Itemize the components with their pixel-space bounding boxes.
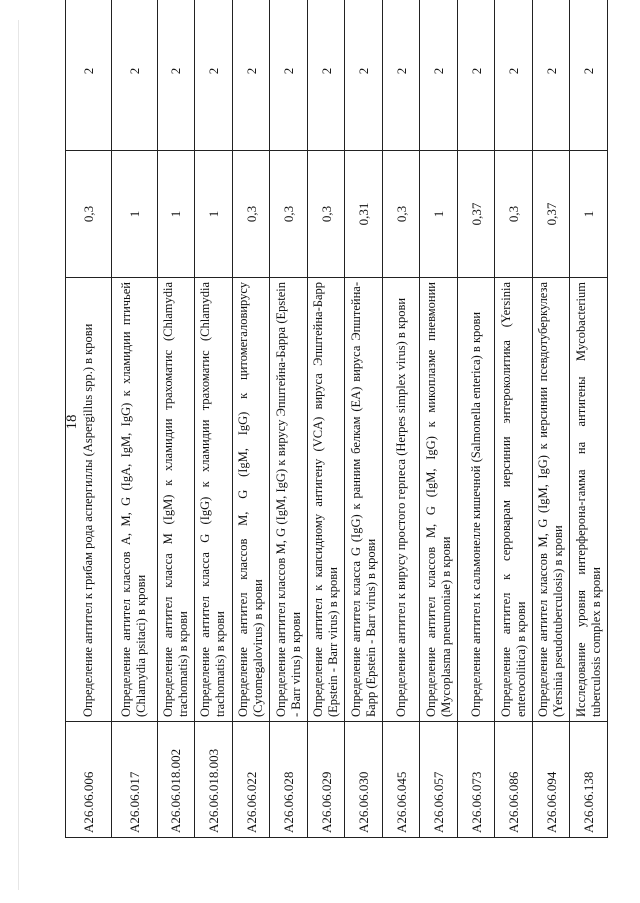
procedure-code: A26.06.017 [111,722,157,838]
table-row [307,0,345,838]
procedures-table-container [65,28,608,838]
procedure-name: Определение антител классов M, G (IgM, IgG) к вирусу Эпштейна-Барра (Epstein - Barr virus) в крови [270,278,308,722]
procedure-name: Определение антител класса G (IgG) к хламидии трахоматис (Chlamydia trachomatis) в крови [195,278,233,722]
procedure-frequency: 2 [382,0,420,151]
procedure-code: A26.06.028 [270,722,308,838]
procedure-coefficient: 1 [570,151,608,278]
procedure-code: A26.06.057 [420,722,458,838]
procedure-name: Определение антител к вирусу простого герпеса (Herpes simplex virus) в крови [382,278,420,722]
table-row [570,0,608,838]
procedure-frequency: 2 [495,0,533,151]
procedure-code: A26.06.022 [232,722,270,838]
procedure-name: Определение антител класса M (IgM) к хламидии трахоматис (Chlamydia trachomatis) в крови [157,278,195,722]
table-row [420,0,458,838]
procedure-coefficient: 1 [157,151,195,278]
table-row [66,0,112,838]
procedure-code: A26.06.138 [570,722,608,838]
procedure-frequency: 2 [195,0,233,151]
procedure-coefficient: 0,31 [345,151,383,278]
table-row [457,0,495,838]
procedure-coefficient: 0,37 [457,151,495,278]
procedure-name: Определение антител к серроварам иерсинии энтероколитика (Yersinia enterocolitica) в крови [495,278,533,722]
page-number: 18 [64,414,80,430]
procedure-coefficient: 1 [195,151,233,278]
procedure-name: Определение антител классов A, M, G (IgA, IgM, IgG) к хламидии птичьей (Chlamydia psitaci) в крови [111,278,157,722]
procedure-frequency: 2 [66,0,112,151]
table-row [382,0,420,838]
procedure-code: A26.06.006 [66,722,112,838]
procedure-frequency: 2 [457,0,495,151]
procedure-name: Исследование уровня интерферона-гамма на антигены Mycobacterium tuberculosis complex в крови [570,278,608,722]
procedure-coefficient: 0,37 [532,151,570,278]
table-row [532,0,570,838]
procedure-code: A26.06.030 [345,722,383,838]
procedure-coefficient: 0,3 [66,151,112,278]
procedure-code: A26.06.018.002 [157,722,195,838]
procedure-frequency: 2 [532,0,570,151]
procedure-coefficient: 1 [420,151,458,278]
procedure-code: A26.06.029 [307,722,345,838]
table-row [270,0,308,838]
procedure-name: Определение антител к капсидному антигену (VCA) вируса Эпштейна-Барр (Epstein - Barr virus) в крови [307,278,345,722]
procedure-frequency: 2 [345,0,383,151]
procedure-code: A26.06.086 [495,722,533,838]
procedure-frequency: 2 [570,0,608,151]
procedure-code: A26.06.094 [532,722,570,838]
procedure-name: Определение антител к сальмонелле кишечной (Salmonella enterica) в крови [457,278,495,722]
procedures-table [65,0,608,838]
procedure-name: Определение антител классов M, G (IgM, IgG) к иерсинии псевдотуберкулеза (Yersinia pseudotuberculosis) в крови [532,278,570,722]
procedure-frequency: 2 [420,0,458,151]
table-row [232,0,270,838]
procedure-frequency: 2 [270,0,308,151]
procedure-name: Определение антител классов M, G (IgM, IgG) к микоплазме пневмонии (Mycoplasma pneumoniae) в крови [420,278,458,722]
procedure-coefficient: 0,3 [270,151,308,278]
table-row [111,0,157,838]
procedure-coefficient: 0,3 [495,151,533,278]
procedure-coefficient: 0,3 [382,151,420,278]
scan-edge-line [18,20,19,890]
table-row [495,0,533,838]
table-row [195,0,233,838]
procedure-name: Определение антител к грибам рода аспергиллы (Aspergillus spp.) в крови [66,278,112,722]
procedure-frequency: 2 [232,0,270,151]
procedure-frequency: 2 [307,0,345,151]
procedure-code: A26.06.018.003 [195,722,233,838]
procedure-name: Определение антител класса G (IgG) к ранним белкам (EA) вируса Эпштейна-Барр (Epstein - Barr virus) в крови [345,278,383,722]
procedure-code: A26.06.073 [457,722,495,838]
procedure-name: Определение антител классов M, G (IgM, IgG) к цитомегаловирусу (Cytomegalovirus) в крови [232,278,270,722]
table-row [345,0,383,838]
procedure-coefficient: 1 [111,151,157,278]
procedure-coefficient: 0,3 [232,151,270,278]
procedure-code: A26.06.045 [382,722,420,838]
procedure-coefficient: 0,3 [307,151,345,278]
table-row [157,0,195,838]
procedure-frequency: 2 [157,0,195,151]
procedure-frequency: 2 [111,0,157,151]
